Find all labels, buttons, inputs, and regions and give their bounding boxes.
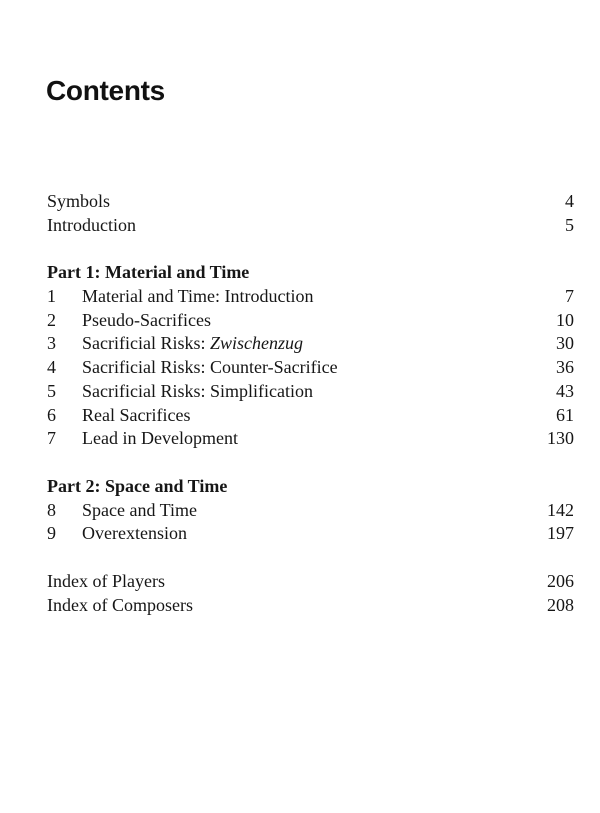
toc-page-number: 5 — [565, 214, 574, 235]
toc-page-number: 7 — [565, 286, 574, 307]
table-of-contents — [47, 190, 574, 617]
toc-page-number: 4 — [565, 191, 574, 211]
toc-page-number: 10 — [556, 309, 574, 330]
chapter-title: Lead in Development — [82, 428, 238, 449]
chapter-title: Space and Time — [82, 499, 197, 520]
toc-entry-introduction[interactable] — [47, 214, 574, 238]
chapter-title: Pseudo-Sacrifices — [82, 309, 211, 330]
toc-page-number: 30 — [556, 333, 574, 354]
chapter-title-italic: Zwischenzug — [209, 333, 303, 354]
page-title: Contents — [46, 75, 165, 106]
toc-chapter-7[interactable] — [47, 427, 574, 451]
toc-entry-label: Symbols — [47, 191, 111, 211]
chapter-number: 2 — [47, 309, 56, 330]
toc-chapter-6[interactable] — [47, 404, 574, 428]
chapter-number: 9 — [47, 523, 56, 544]
chapter-title: Overextension — [82, 523, 187, 544]
chapter-title: Real Sacrifices — [82, 404, 191, 425]
toc-chapter-3[interactable] — [47, 332, 574, 356]
toc-entry-index-of-players[interactable] — [47, 570, 574, 594]
toc-page-number: 61 — [556, 404, 574, 425]
chapter-number: 8 — [47, 499, 56, 520]
chapter-number: 5 — [47, 380, 56, 401]
part-2-heading — [47, 475, 574, 499]
toc-entry-symbols[interactable] — [47, 190, 574, 214]
chapter-number: 1 — [47, 286, 56, 307]
toc-page-number: 142 — [547, 499, 574, 520]
toc-entry-index-of-composers[interactable] — [47, 594, 574, 618]
part-1-heading — [47, 261, 574, 285]
chapter-title-prefix: Sacrificial Risks: — [82, 333, 210, 354]
chapter-title: Sacrificial Risks: Simplification — [82, 380, 313, 401]
toc-chapter-5[interactable] — [47, 380, 574, 404]
toc-page-number: 130 — [547, 428, 574, 449]
chapter-title: Material and Time: Introduction — [82, 286, 314, 307]
part-heading-text: Part 1: Material and Time — [47, 262, 250, 283]
toc-entry-label: Index of Players — [47, 570, 165, 591]
chapter-title — [82, 332, 556, 356]
toc-chapter-8[interactable] — [47, 499, 574, 523]
part-heading-text: Part 2: Space and Time — [47, 475, 228, 496]
section-spacer — [47, 451, 574, 475]
toc-page-number: 208 — [547, 594, 574, 615]
toc-page-number: 36 — [556, 357, 574, 378]
toc-entry-label: Index of Composers — [47, 594, 193, 615]
toc-entry-label: Introduction — [47, 214, 136, 235]
section-spacer — [47, 237, 574, 261]
toc-chapter-4[interactable] — [47, 356, 574, 380]
section-spacer — [47, 546, 574, 570]
toc-chapter-2[interactable] — [47, 309, 574, 333]
toc-page-number: 197 — [547, 523, 574, 544]
toc-chapter-9[interactable] — [47, 522, 574, 546]
chapter-number: 3 — [47, 333, 56, 354]
chapter-number: 4 — [47, 357, 56, 378]
chapter-number: 6 — [47, 404, 56, 425]
toc-page-number: 206 — [547, 570, 574, 591]
toc-chapter-1[interactable] — [47, 285, 574, 309]
chapter-title: Sacrificial Risks: Counter-Sacrifice — [82, 357, 338, 378]
chapter-number: 7 — [47, 428, 56, 449]
toc-page-number: 43 — [556, 380, 574, 401]
